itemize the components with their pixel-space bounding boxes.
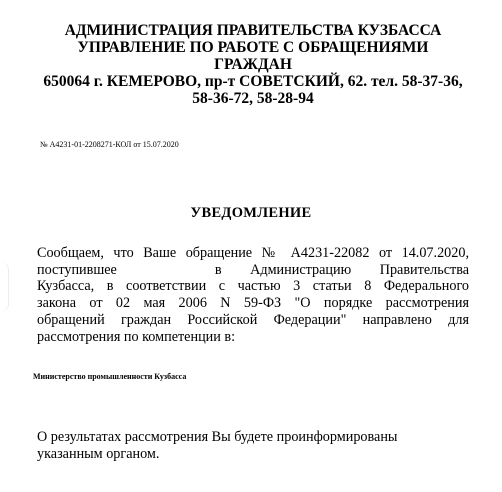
closing-paragraph xyxy=(37,429,469,462)
body-received-label: поступившее xyxy=(37,261,117,278)
body-line: Кузбасса, в соответствии с частью 3 статьи 8 Федерального xyxy=(37,278,469,295)
letterhead xyxy=(28,22,478,107)
body-line-received xyxy=(37,262,469,279)
viewer-edge-handle xyxy=(0,262,9,312)
body-line: рассмотрения по компетенции в: xyxy=(37,328,236,345)
body-line: Сообщаем, что Ваше обращение № А4231-22082 от 14.07.2020, xyxy=(37,245,469,261)
recipient-organization: Министерство промышленности Кузбасса xyxy=(33,372,187,381)
registration-number: № А4231-01-2208271-КОЛ от 15.07.2020 xyxy=(40,140,179,149)
body-received-destination: в Администрацию Правительства xyxy=(214,261,469,278)
body-line: закона от 02 мая 2006 N 59-ФЗ "О порядке рассмотрения xyxy=(37,295,469,312)
closing-line: О результатах рассмотрения Вы будете проинформированы xyxy=(37,429,398,445)
letterhead-org-name: АДМИНИСТРАЦИЯ ПРАВИТЕЛЬСТВА КУЗБАССА xyxy=(64,22,442,39)
body-line: обращений граждан Российской Федерации" направлено для xyxy=(37,311,469,328)
letterhead-phones: 58-36-72, 58-28-94 xyxy=(192,90,314,107)
closing-line: указанным органом. xyxy=(37,445,160,462)
letterhead-address: 650064 г. КЕМЕРОВО, пр-т СОВЕТСКИЙ, 62. тел. 58-37-36, xyxy=(43,73,463,90)
document-title: УВЕДОМЛЕНИЕ xyxy=(190,205,312,221)
letterhead-department: УПРАВЛЕНИЕ ПО РАБОТЕ С ОБРАЩЕНИЯМИ xyxy=(77,39,429,56)
notice-body xyxy=(37,245,469,345)
letterhead-department-cont: ГРАЖДАН xyxy=(214,56,292,73)
